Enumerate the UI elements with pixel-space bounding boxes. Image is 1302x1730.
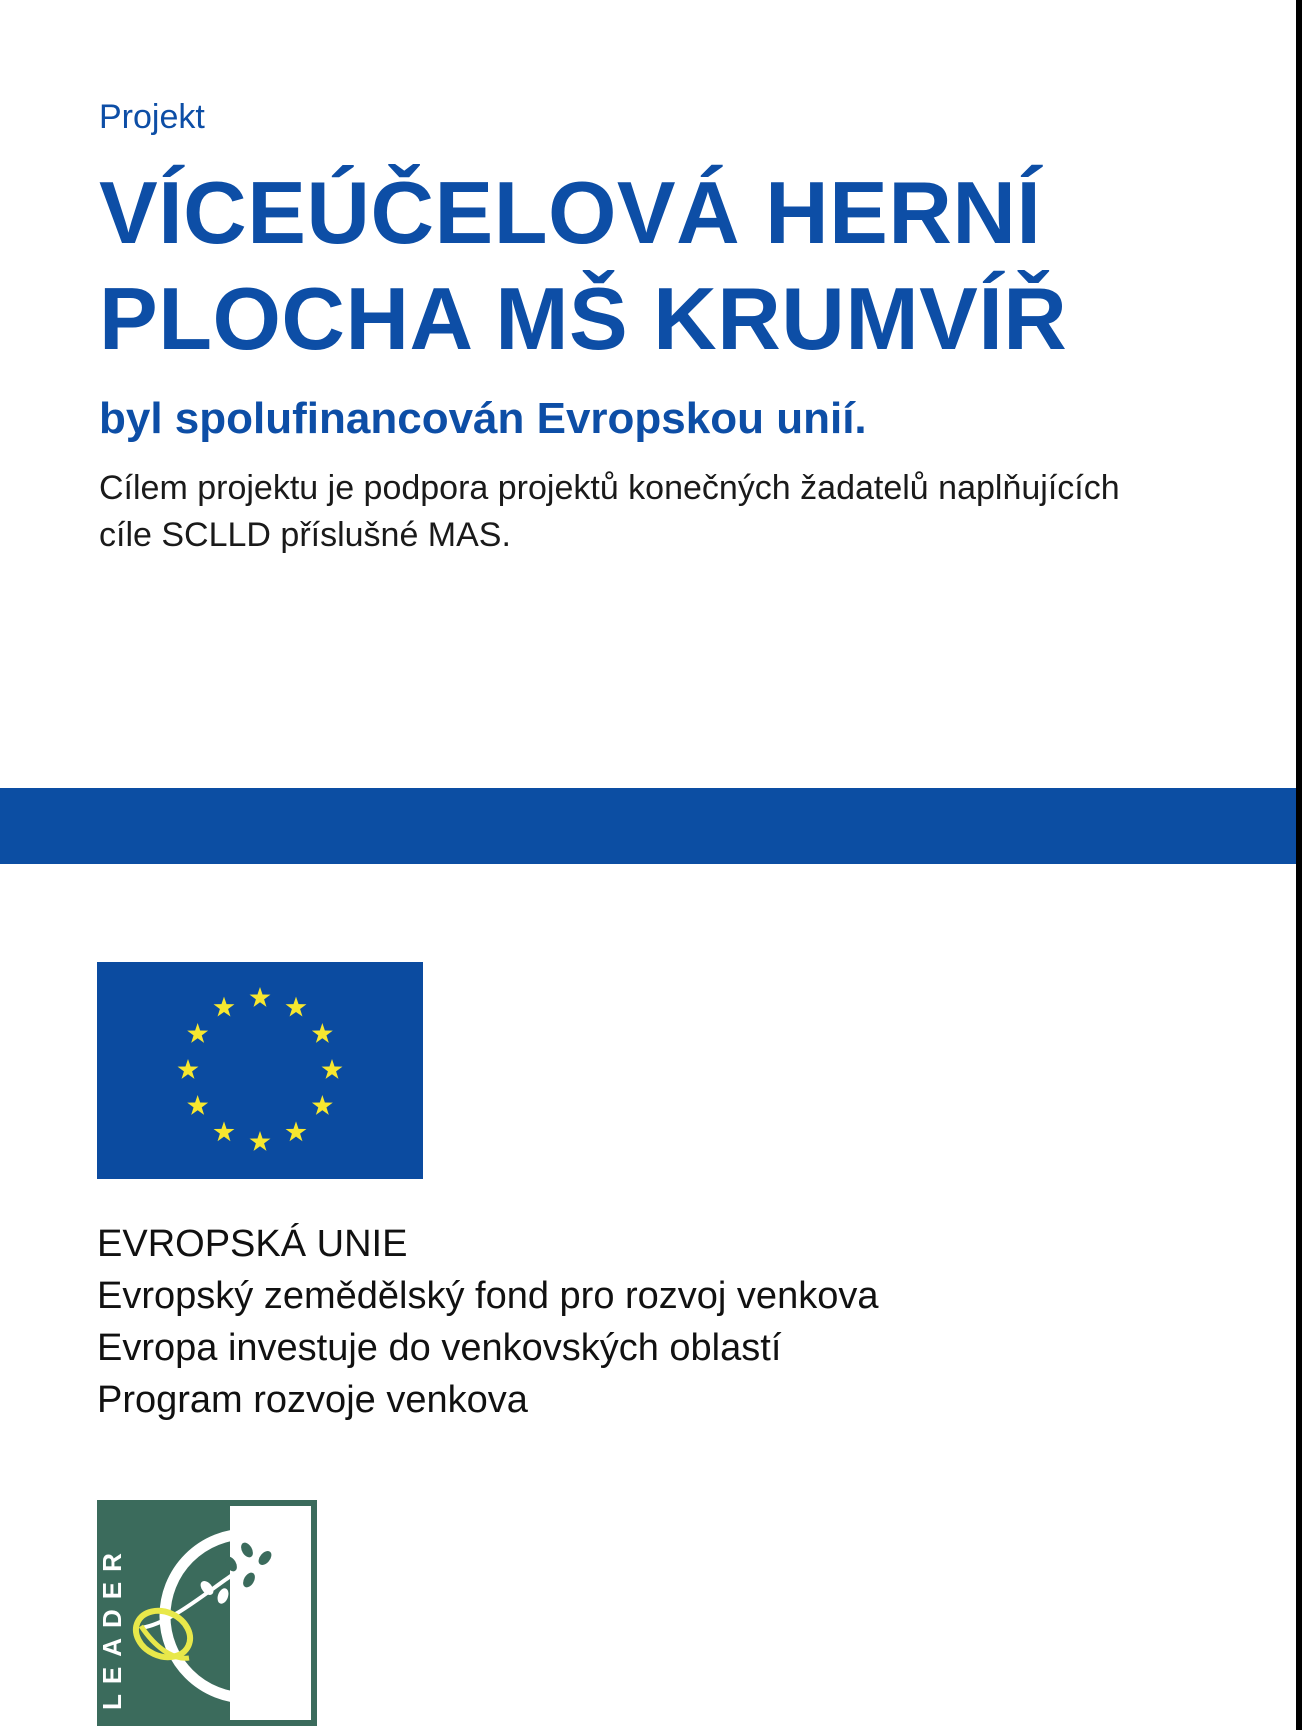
project-title-line: PLOCHA MŠ KRUMVÍŘ bbox=[99, 268, 1068, 368]
fund-slogan: Evropa investuje do venkovských oblastí bbox=[97, 1327, 782, 1370]
blue-divider-band bbox=[0, 788, 1296, 864]
leader-logo-icon bbox=[97, 1500, 317, 1726]
project-description-line: Cílem projektu je podpora projektů konečných žadatelů naplňujících bbox=[99, 469, 1120, 507]
leader-logo-wordmark: LEADER bbox=[97, 1543, 127, 1710]
eu-name: EVROPSKÁ UNIE bbox=[97, 1223, 408, 1265]
project-title bbox=[99, 160, 1067, 371]
page-edge bbox=[1296, 0, 1302, 1730]
eu-funding-text bbox=[97, 1218, 878, 1426]
project-title-line: VÍCEÚČELOVÁ HERNÍ bbox=[99, 163, 1042, 262]
project-description-line: cíle SCLLD příslušné MAS. bbox=[99, 515, 511, 554]
cofinancing-statement: byl spolufinancován Evropskou unií. bbox=[99, 394, 867, 443]
project-label: Projekt bbox=[99, 98, 205, 136]
eu-flag-icon bbox=[97, 962, 423, 1179]
fund-name: Evropský zemědělský fond pro rozvoj venkova bbox=[97, 1275, 879, 1318]
programme-name: Program rozvoje venkova bbox=[97, 1379, 528, 1422]
project-description bbox=[99, 465, 1249, 559]
